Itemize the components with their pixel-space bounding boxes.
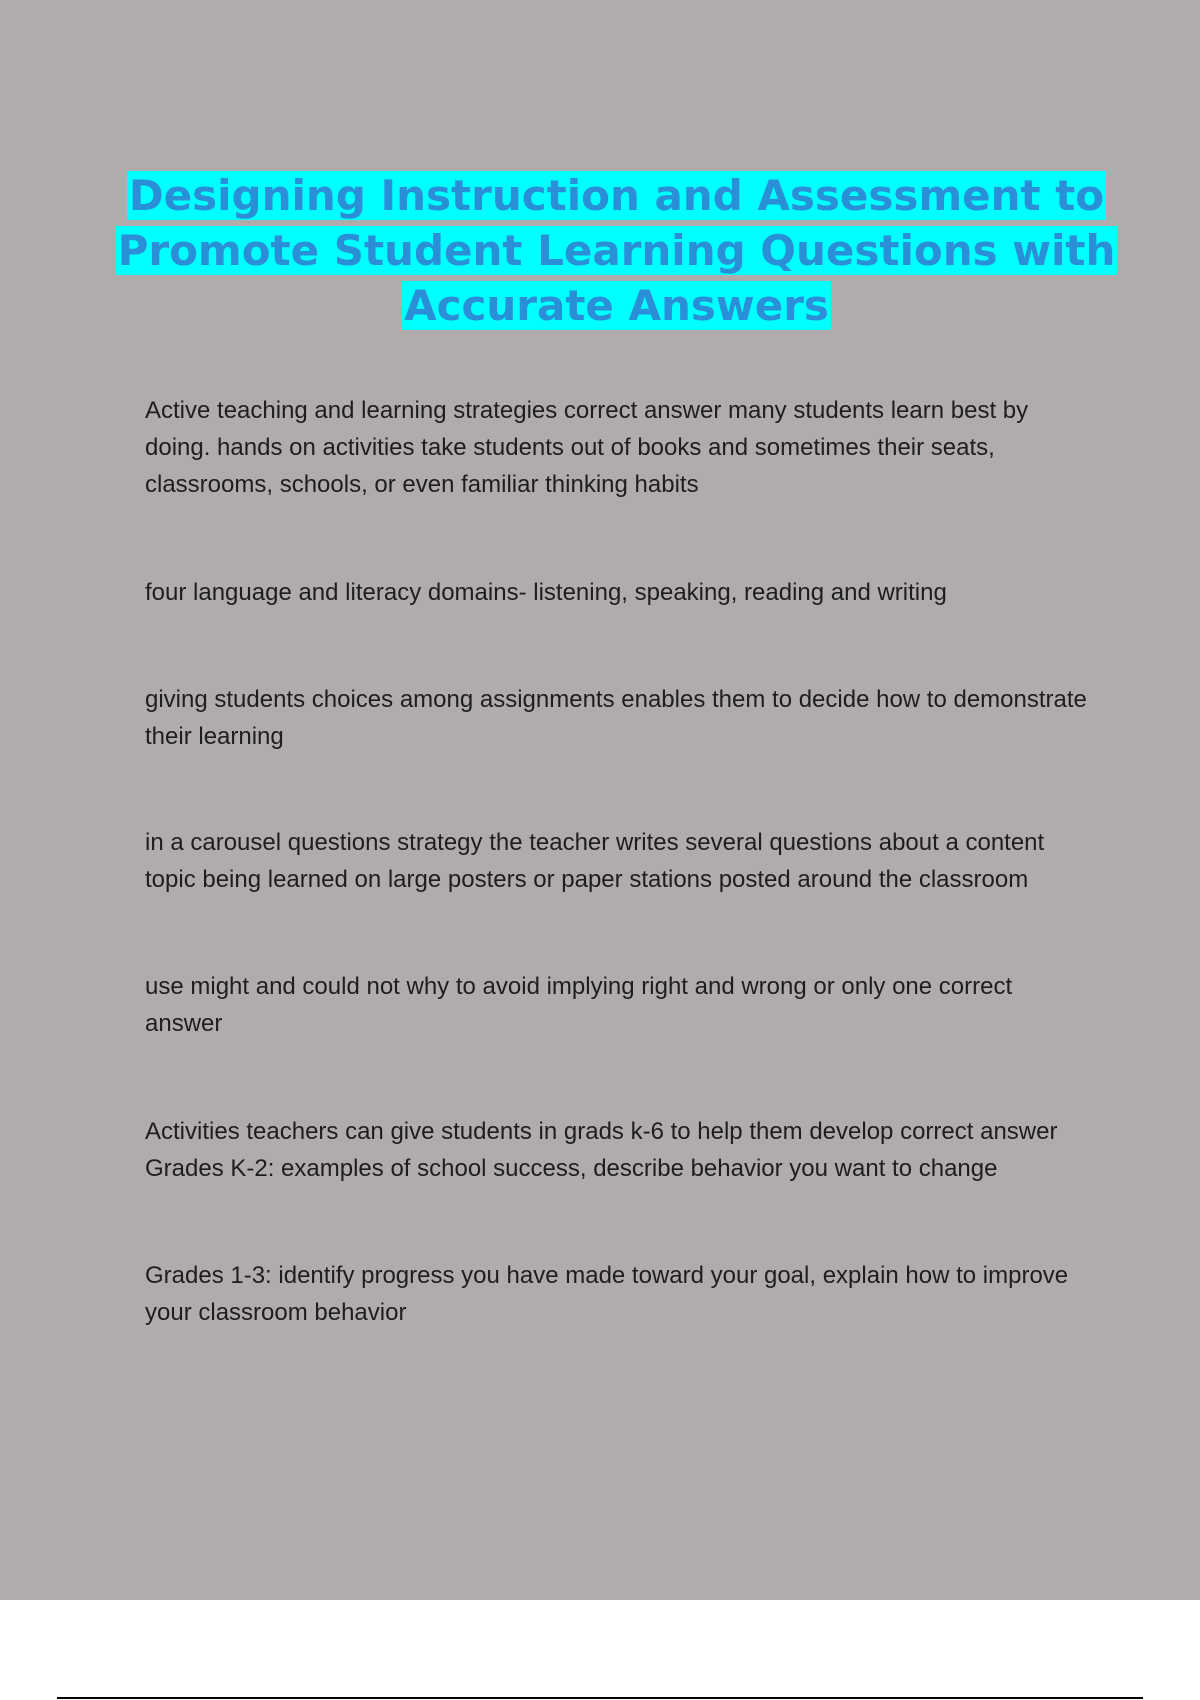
paragraph-literacy-domains: four language and literacy domains- listening, speaking, reading and writing (145, 579, 947, 606)
paragraph-carousel-strategy: in a carousel questions strategy the teacher writes several questions about a content topic being learned on large posters or paper stations posted around the classroom (145, 829, 1045, 893)
paragraph-might-could: use might and could not why to avoid implying right and wrong or only one correct answer (145, 973, 1013, 1037)
title-highlight: Designing Instruction and Assessment to Promote Student Learning Questions with Accurate Answers (117, 171, 1116, 330)
document-content (145, 392, 1090, 1331)
paragraph-student-choices: giving students choices among assignments enables them to decide how to demonstrate their learning (145, 686, 1087, 750)
footer-divider (57, 1697, 1143, 1699)
document-title (100, 168, 1133, 333)
paragraph-grades-k2: Activities teachers can give students in grads k-6 to help them develop correct answer Grades K-2: examples of school success, describe behavior you want to change (145, 1118, 1058, 1182)
paragraph-grades-1-3: Grades 1-3: identify progress you have made toward your goal, explain how to improve your classroom behavior (145, 1262, 1069, 1326)
paragraph-active-teaching: Active teaching and learning strategies correct answer many students learn best by doing. hands on activities take students out of books and sometimes their seats, classrooms, schools, or even familiar thinking habits (145, 397, 1029, 498)
